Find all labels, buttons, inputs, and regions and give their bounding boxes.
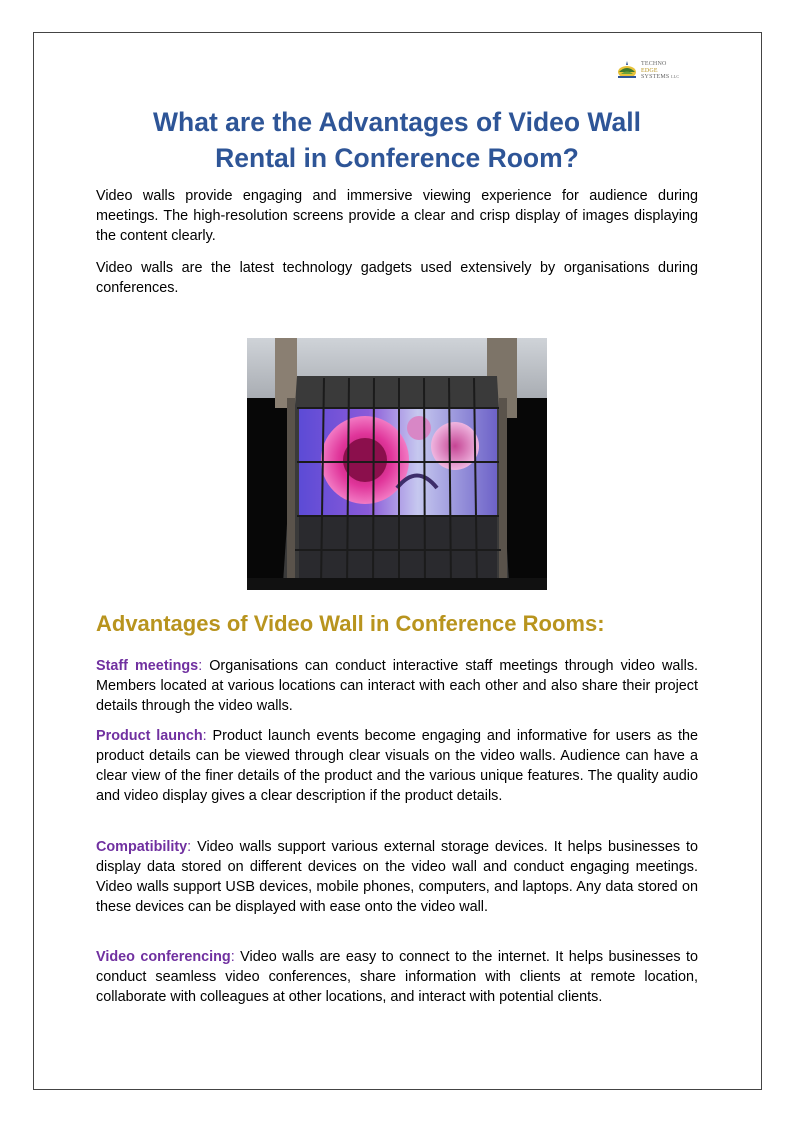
advantage-text: Video walls are easy to connect to the internet. It helps businesses to conduct seamless video conferences, share information with clients at remote location, collaborate with colleagues at other locations, and interact with potential clients. (96, 949, 698, 1005)
advantage-label: Video conferencing (96, 949, 231, 965)
title-line-2: Rental in Conference Room? (215, 143, 579, 173)
label-colon: : (202, 728, 207, 744)
intro-paragraph-2: Video walls are the latest technology gadgets used extensively by organisations during conferences. (96, 260, 698, 296)
advantage-video-conferencing (96, 947, 698, 1007)
logo-line-2: EDGE (641, 67, 658, 74)
video-wall-illustration (247, 338, 547, 590)
title-line-1: What are the Advantages of Video Wall (153, 107, 641, 137)
logo-line-3 (641, 74, 679, 81)
logo-suffix: LLC (671, 74, 680, 80)
advantage-text: Video walls support various external storage devices. It helps businesses to display data stored on different devices on the video wall and conduct engaging meetings. Video walls support USB devices, mobile phones, computers, and laptops. Any data stored on these devices can be displayed with ease onto the video wall. (96, 839, 698, 915)
advantage-label: Product launch (96, 728, 203, 744)
page-title (96, 104, 698, 176)
advantage-label: Staff meetings (96, 658, 199, 674)
intro-paragraph-1: Video walls provide engaging and immersive viewing experience for audience during meetings. The high-resolution screens provide a clear and crisp display of images displaying the content clearly. (96, 188, 698, 244)
advantage-text: Organisations can conduct interactive staff meetings through video walls. Members located at various locations can interact with each other and also share their project details through the video walls. (96, 658, 699, 714)
advantage-product-launch (96, 726, 698, 806)
label-colon: : (187, 839, 192, 855)
label-colon: : (198, 658, 203, 674)
advantage-label: Compatibility (96, 839, 188, 855)
globe-logo-icon (614, 60, 640, 82)
logo-text (641, 61, 679, 81)
video-wall-photo (247, 338, 547, 590)
logo-line-1: TECHNO (641, 61, 667, 67)
label-colon: : (230, 949, 235, 965)
advantage-compatibility (96, 837, 698, 917)
logo-line-3-text: SYSTEMS (641, 74, 670, 81)
advantages-heading: Advantages of Video Wall in Conference Rooms: (96, 611, 605, 636)
company-logo (614, 60, 696, 82)
advantage-text: Product launch events become engaging and informative for users as the product details can be viewed through clear visuals on the video walls. Audience can have a clear view of the finer details of the product and the various unique features. The quality audio and video display gives a clear description if the product details. (96, 728, 698, 804)
advantage-staff-meetings (96, 656, 698, 716)
